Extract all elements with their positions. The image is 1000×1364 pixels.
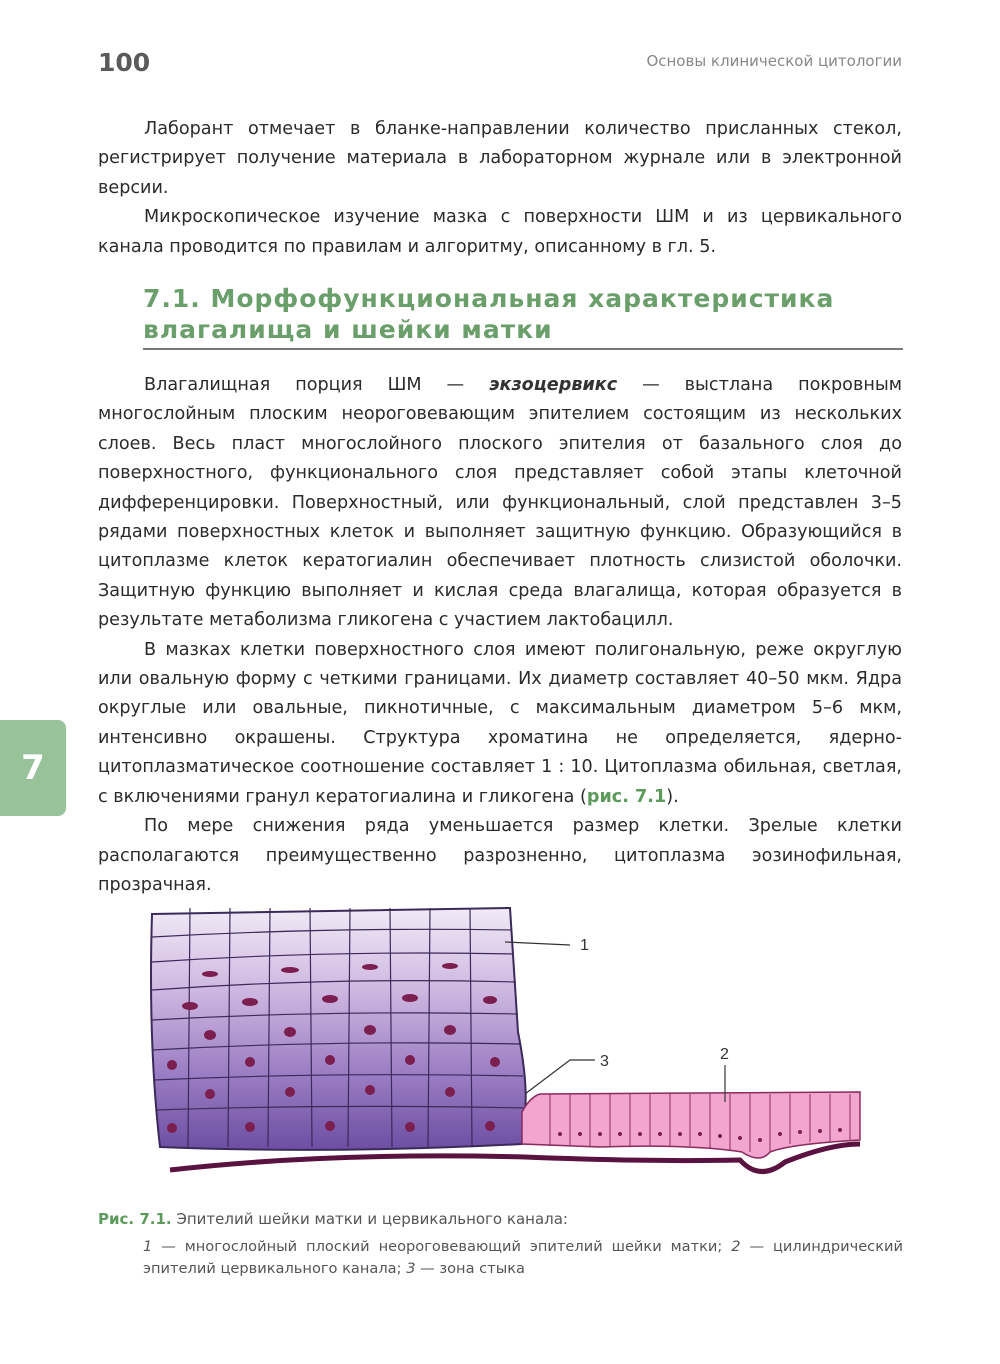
columnar-epithelium xyxy=(522,1092,860,1158)
running-title: Основы клинической цитологии xyxy=(646,52,902,70)
caption-text-2: — цилиндрический эпителий цервикального канала; xyxy=(143,1238,903,1277)
label-leaders xyxy=(505,942,725,1102)
section-divider xyxy=(143,348,903,350)
body-paragraph-3: По мере снижения ряда уменьшается размер клетки. Зрелые клетки располагаются преимущественно разрозненно, цитоплазма эозинофильная, прозрачная. xyxy=(98,816,902,895)
intro-paragraph-2: Микроскопическое изучение мазка с поверхности ШМ и из цервикального канала проводится по правилам и алгоритму, описанному в гл. 5. xyxy=(98,207,902,257)
body-text xyxy=(98,371,902,900)
page-number: 100 xyxy=(98,48,151,77)
section-title-line-2: влагалища и шейки матки xyxy=(143,315,553,344)
figure-label-2: 2 xyxy=(720,1046,729,1063)
caption-text-1: — многослойный плоский неороговевающий эпителий шейки матки; xyxy=(152,1238,732,1255)
squamous-epithelium xyxy=(151,908,526,1150)
body-paragraph-1 xyxy=(98,371,902,636)
caption-title: Эпителий шейки матки и цервикального канала: xyxy=(176,1210,568,1228)
p3-rest: — выстлана покровным многослойным плоским неороговевающим эпителием состоящим из нескольких слоев. Весь пласт многослойного плоского эпителия от базального слоя до поверхностного, функционального слоя представляет собой этапы клеточной дифференцировки. Поверхностный, или функциональный, слой представлен 3–5 рядами поверхностных клеток и выполняет защитную функцию. Образующийся в цитоплазме клеток кератогиалин обеспечивает плотность слизистой оболочки. Защитную функцию выполняет и кислая среда влагалища, которая образуется в результате метаболизма гликогена с участием лактобацилл. xyxy=(98,375,902,631)
chapter-tab: 7 xyxy=(0,720,66,816)
figure-reference-link[interactable]: рис. 7.1 xyxy=(586,786,667,807)
caption-num-3: 3 xyxy=(406,1260,416,1277)
epithelium-illustration xyxy=(130,882,870,1192)
caption-label: Рис. 7.1. xyxy=(98,1210,172,1228)
p3-lead: Влагалищная порция ШМ — xyxy=(144,375,490,395)
p4-rest: ). xyxy=(666,786,679,807)
intro-text xyxy=(98,115,902,262)
section-title xyxy=(143,283,903,345)
caption-num-2: 2 xyxy=(731,1238,741,1255)
caption-text-3: — зона стыка xyxy=(415,1260,525,1277)
caption-body xyxy=(143,1236,903,1280)
epithelium-figure xyxy=(130,882,870,1192)
caption-num-1: 1 xyxy=(143,1238,153,1255)
body-paragraph-2 xyxy=(98,636,902,812)
term-exocervix: экзоцервикс xyxy=(489,375,618,395)
figure-label-1: 1 xyxy=(580,937,589,954)
figure-label-3: 3 xyxy=(600,1053,609,1070)
section-title-line-1: 7.1. Морфофункциональная характеристика xyxy=(143,284,835,313)
intro-paragraph-1: Лаборант отмечает в бланке-направлении количество присланных стекол, регистрирует получение материала в лабораторном журнале или в электронной версии. xyxy=(98,119,902,198)
p4-lead: В мазках клетки поверхностного слоя имеют полигональную, реже округлую или овальную форму с четкими границами. Их диаметр составляет 40–50 мкм. Ядра округлые или овальные, пикнотичные, с максимальным диаметром 5–6 мкм, интенсивно окрашены. Структура хроматина не определяется, ядерно-цитоплазматическое соотношение составляет 1 : 10. Цитоплазма обильная, светлая, с включениями гранул кератогиалина и гликогена ( xyxy=(98,639,902,807)
figure-caption xyxy=(98,1208,902,1230)
